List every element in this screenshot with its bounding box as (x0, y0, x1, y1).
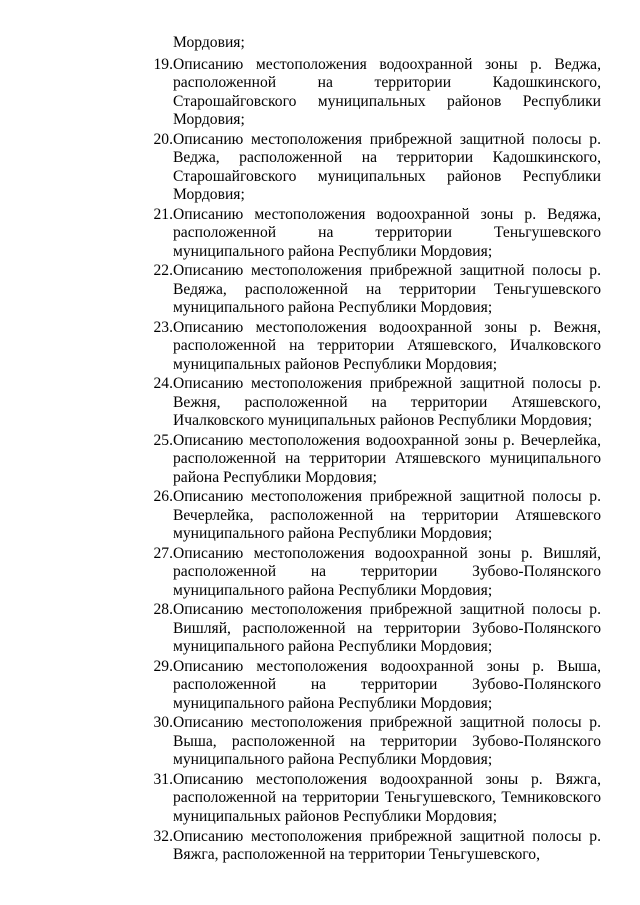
list-item-number: 27. (153, 544, 173, 562)
list-item (0, 545, 640, 600)
list-item-number: 30. (153, 714, 173, 732)
list-item (0, 56, 640, 130)
list-item (0, 714, 640, 769)
list-item-number: 25. (153, 431, 173, 449)
list-item-text: Описанию местоположения прибрежной защитной полосы р. Вежня, расположенной на территории Атяшевского, Ичалковского муниципальных районов Республики Мордовия; (173, 375, 601, 430)
list-item-text: Описанию местоположения водоохранной зоны р. Вежня, расположенной на территории Атяшевского, Ичалковского муниципальных районов Республики Мордовия; (173, 318, 601, 373)
list-item-number: 23. (153, 318, 173, 336)
list-item-number: 32. (153, 827, 173, 845)
list-item-number: 19. (153, 56, 173, 73)
list-item-text: Описанию местоположения водоохранной зоны р. Ведяжа, расположенной на территории Теньгушевского муниципального района Республики Мордовия; (173, 205, 601, 260)
list-item-number: 26. (153, 488, 173, 506)
list-item (0, 319, 640, 374)
list-item-text: Описанию местоположения прибрежной защитной полосы р. Вяжга, расположенной на территории Теньгушевского, (173, 827, 601, 863)
list-item-number: 24. (153, 375, 173, 393)
list-item-number: 28. (153, 601, 173, 619)
list-item-text: Описанию местоположения прибрежной защитной полосы р. Ведяжа, расположенной на территории Теньгушевского муниципального района Республики Мордовия; (173, 262, 601, 317)
list-item-text: Описанию местоположения водоохранной зоны р. Выша, расположенной на территории Зубово-Полянского муниципального района Республики Мордовия; (173, 657, 601, 712)
list-item-text: Описанию местоположения водоохранной зоны р. Вяжга, расположенной на территории Теньгушевского, Темниковского муниципальных районов Республики Мордовия; (173, 771, 601, 825)
list-item-number: 21. (153, 205, 173, 223)
list-item-text: Описанию местоположения прибрежной защитной полосы р. Веджа, расположенной на территории Кадошкинского, Старошайговского муниципальных районов Республики Мордовия; (173, 130, 601, 204)
list-item (0, 658, 640, 713)
list-item-text: Описанию местоположения водоохранной зоны р. Веджа, расположенной на территории Кадошкинского, Старошайговского муниципальных районов Республики Мордовия; (173, 56, 601, 129)
list-item (0, 375, 640, 430)
list-item (0, 601, 640, 656)
list-item-text: Описанию местоположения водоохранной зоны р. Вечерлейка, расположенной на территории Атяшевского муниципального района Республики Мордовия; (173, 431, 601, 486)
list-item (0, 131, 640, 205)
list-item (0, 828, 640, 865)
list-item (0, 432, 640, 487)
list-item-text: Описанию местоположения прибрежной защитной полосы р. Выша, расположенной на территории Зубово-Полянского муниципального района Республики Мордовия; (173, 714, 601, 769)
list-item (0, 771, 640, 826)
list-item-text: Описанию местоположения прибрежной защитной полосы р. Вечерлейка, расположенной на территории Атяшевского муниципального района Республики Мордовия; (173, 488, 601, 543)
list-item (0, 262, 640, 317)
list-item-text: Описанию местоположения водоохранной зоны р. Вишляй, расположенной на территории Зубово-Полянского муниципального района Республики Мордовия; (173, 544, 601, 599)
list-item-text: Описанию местоположения прибрежной защитной полосы р. Вишляй, расположенной на территории Зубово-Полянского муниципального района Республики Мордовия; (173, 601, 601, 656)
continuation-text: Мордовия; (173, 34, 245, 51)
numbered-list (0, 56, 640, 866)
list-item-number: 22. (153, 262, 173, 280)
list-item (0, 488, 640, 543)
list-item-number: 20. (153, 130, 173, 148)
list-item-number: 31. (153, 771, 173, 788)
list-item-number: 29. (153, 657, 173, 675)
list-item (0, 206, 640, 261)
